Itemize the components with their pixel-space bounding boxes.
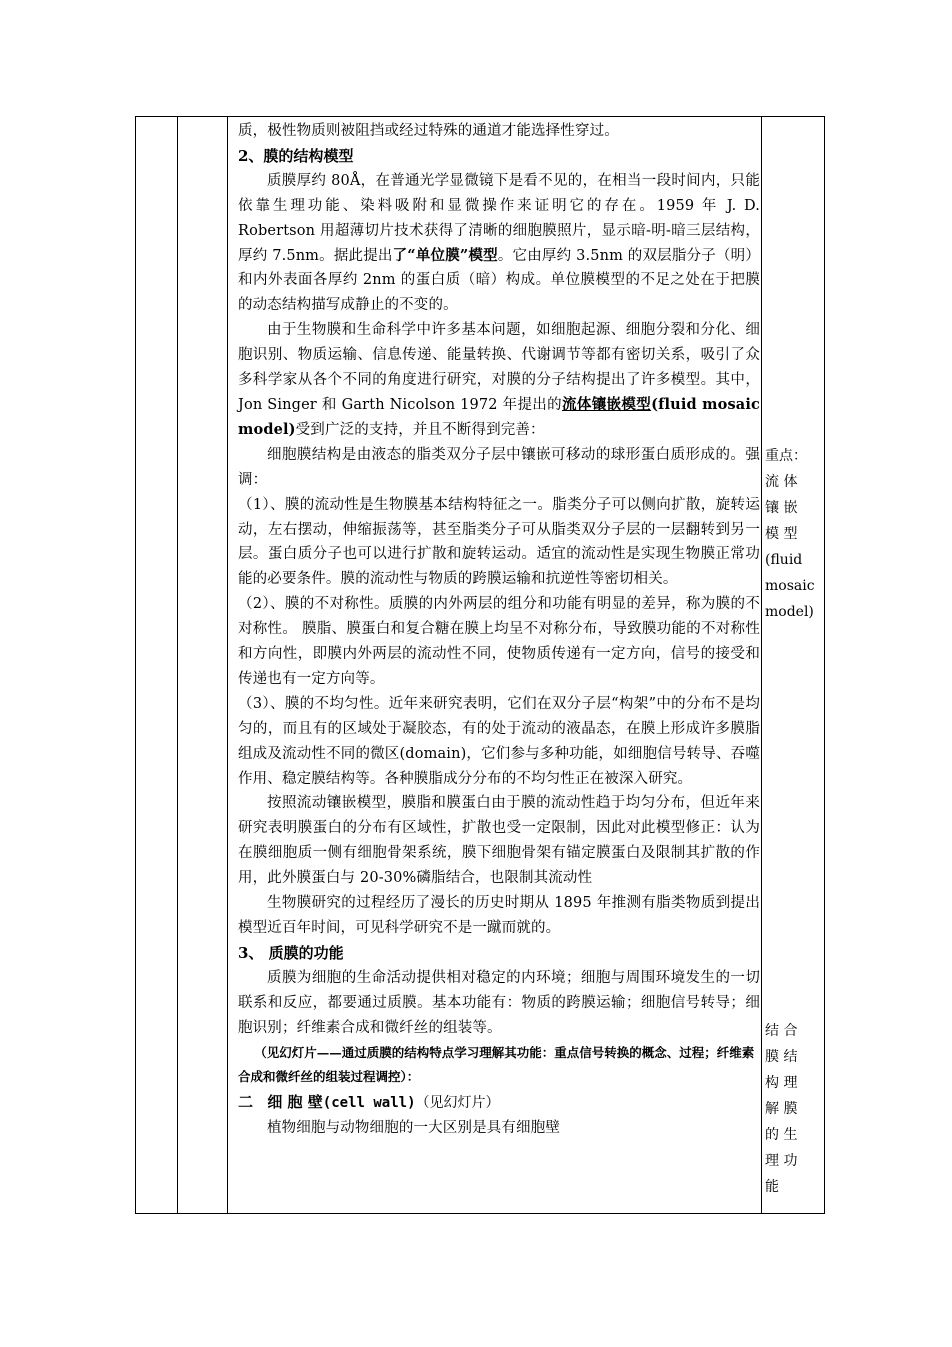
section-heading-2: 2、膜的结构模型 <box>238 146 354 165</box>
side-line: 解 膜 <box>765 1101 798 1117</box>
lesson-table <box>135 116 825 1214</box>
side-line: 镶 嵌 <box>765 500 798 516</box>
paragraph-fluid-mosaic: 细胞膜结构是由液态的脂类双分子层中镶嵌可移动的球形蛋白质形成的。强调： <box>238 446 760 488</box>
paragraph-fluidity: （1）、膜的流动性是生物膜基本结构特征之一。脂类分子可以侧向扩散，旋转运动，左右摆动，伸缩振荡等，甚至脂类分子可从脂类双分子层的一层翻转到另一层。蛋白质分子也可以进行扩散和旋转运动。适宜的流动性是实现生物膜正常功能的必要条件。膜的流动性与物质的跨膜运输和抗逆性等密切相关。 <box>238 496 760 588</box>
side-note-key-point <box>765 443 821 625</box>
column-divider-3 <box>761 117 762 1213</box>
side-line: 能 <box>765 1179 779 1195</box>
side-line: (fluid <box>765 552 803 568</box>
slide-note: （见幻灯片——通过质膜的结构特点学习理解其功能：重点信号转换的概念、过程；纤维素合成和微纤丝的组装过程调控）： <box>238 1044 755 1085</box>
paragraph-functions: 质膜为细胞的生命活动提供相对稳定的内环境；细胞与周围环境发生的一切联系和反应，都要通过质膜。基本功能有：物质的跨膜运输；细胞信号转导；细胞识别；纤维素合成和微纤丝的组装等。 <box>238 969 760 1036</box>
paragraph-heterogeneity: （3）、膜的不均匀性。近年来研究表明，它们在双分子层“构架”中的分布不是均匀的，而且有的区域处于凝胶态，有的处于流动的液晶态，在膜上形成许多膜脂组成及流动性不同的微区(domain)，它们参与多种功能，如细胞信号转导、吞噬作用、稳定膜结构等。各种膜脂成分分布的不均匀性正在被深入研究。 <box>238 695 760 787</box>
column-divider-2 <box>227 117 228 1213</box>
paragraph-models: 由于生物膜和生命科学中许多基本问题，如细胞起源、细胞分裂和分化、细胞识别、物质运输、信息传递、能量转换、代谢调节等都有密切关系，吸引了众多科学家从各个不同的角度进行研究，对膜的分子结构提出了许多模型。其中，Jon Singer 和 Garth Nicolson 1972 年提出的流体镶嵌模型(fluid mosaic model)受到广泛的支持，并且不断得到完善： <box>238 322 760 438</box>
paragraph-model-revision: 按照流动镶嵌模型，膜脂和膜蛋白由于膜的流动性趋于均匀分布，但近年来研究表明膜蛋白的分布有区域性，扩散也受一定限制，因此对此模型修正：认为在膜细胞质一侧有细胞骨架系统，膜下细胞骨架有锚定膜蛋白及限制其扩散的作用，此外膜蛋白与 20-30%磷脂结合，也限制其流动性 <box>238 795 760 887</box>
side-line: model) <box>765 604 814 620</box>
side-line: 重点： <box>765 448 807 464</box>
paragraph-cell-wall: 植物细胞与动物细胞的一大区别是具有细胞壁 <box>267 1120 560 1137</box>
paragraph-asymmetry: （2）、膜的不对称性。质膜的内外两层的组分和功能有明显的差异，称为膜的不对称性。 膜脂、膜蛋白和复合糖在膜上均呈不对称分布，导致膜功能的不对称性和方向性，即膜内外两层的流动性不同，使物质传递有一定方向，信号的接受和传递也有一定方向等。 <box>238 596 760 687</box>
paragraph-unit-membrane: 质膜厚约 80Å，在普通光学显微镜下是看不见的，在相当一段时间内，只能依靠生理功能、染料吸附和显微操作来证明它的存在。1959 年 J. D. Robertson 用超薄切片技术获得了清晰的细胞膜照片，显示暗-明-暗三层结构，厚约 7.5nm。据此提出了“单位膜”模型。它由厚约 3.5nm 的双层脂分子（明）和内外表面各厚约 2nm 的蛋白质（暗）构成。单位膜模型的不足之处在于把膜的动态结构描写成静止的不变的。 <box>238 172 760 314</box>
side-line: 流 体 <box>765 474 798 490</box>
side-line: 膜 结 <box>765 1049 798 1065</box>
side-line: 的 生 <box>765 1127 798 1143</box>
side-line: 模 型 <box>765 526 798 542</box>
side-line: 构 理 <box>765 1075 798 1091</box>
side-note-function <box>765 1018 821 1200</box>
side-line: 理 功 <box>765 1153 798 1169</box>
section-heading-3: 3、 质膜的功能 <box>238 943 344 962</box>
paragraph-history: 生物膜研究的过程经历了漫长的历史时期从 1895 年推测有脂类物质到提出模型近百年时间，可见科学研究不是一蹴而就的。 <box>238 895 760 936</box>
main-content <box>238 117 760 1141</box>
cell-wall-heading: 二 细 胞 壁(cell wall)（见幻灯片） <box>238 1093 500 1112</box>
side-line: mosaic <box>765 578 815 594</box>
side-line: 结 合 <box>765 1023 798 1039</box>
paragraph-continuation: 质，极性物质则被阻挡或经过特殊的通道才能选择性穿过。 <box>238 123 619 139</box>
column-divider-1 <box>177 117 178 1213</box>
